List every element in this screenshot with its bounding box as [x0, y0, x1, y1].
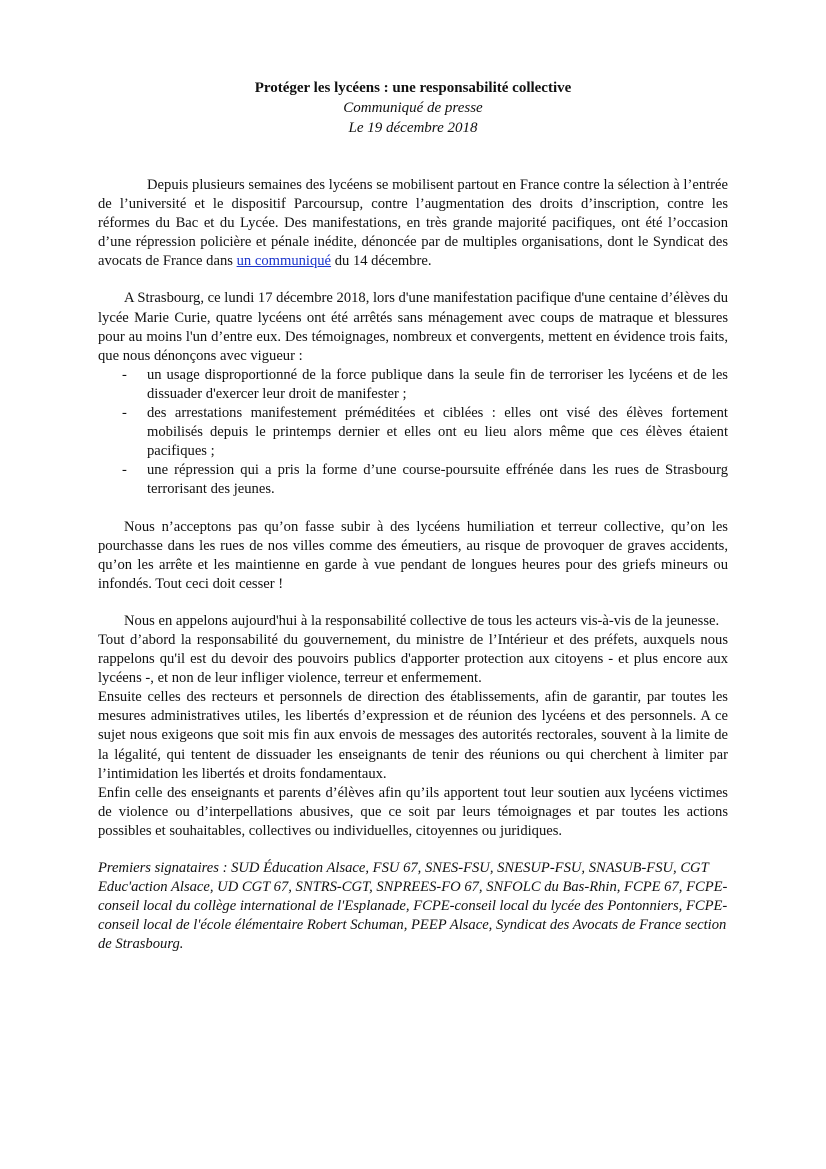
- communique-link[interactable]: un communiqué: [236, 253, 332, 270]
- paragraph-intro-text: Depuis plusieurs semaines des lycéens se mobilisent partout en France contre la sélection à l’entrée de l’université et le dispositif Parcoursup, contre l’augmentation des droits d’inscription, contre les réformes du Bac et du Lycée. Des manifestations, en très grande majorité pacifiques, ont été l’occasion d’une répression policière et pénale inédite, dénoncée par de multiples organisations, dont le Syndicat des avocats de France dans: [98, 177, 728, 270]
- list-item-text: une répression qui a pris la forme d’une course-poursuite effrénée dans les rues de Strasbourg terrorisant des jeunes.: [147, 462, 728, 498]
- document-date: Le 19 décembre 2018: [348, 120, 478, 136]
- paragraph-government: Tout d’abord la responsabilité du gouvernement, du ministre de l’Intérieur et des préfets, auxquels nous rappelons qu'il est du devoir des pouvoirs publics d'apporter protection aux citoyens - et plus encore aux lycéens -, et non de leur infliger violence, terreur et enfermement.: [98, 631, 728, 687]
- signatories: Premiers signataires : SUD Éducation Alsace, FSU 67, SNES-FSU, SNESUP-FSU, SNASUB-FSU, CGT Educ'action Alsace, UD CGT 67, SNTRS-CGT, SNPREES-FO 67, SNFOLC du Bas-Rhin, FCPE 67, FCPE-conseil local du collège international de l'Esplanade, FCPE-conseil local du lycée des Pontonniers, FCPE-conseil local de l'école élémentaire Robert Schuman, PEEP Alsace, Syndicat des Avocats de France section de Strasbourg.: [98, 860, 728, 953]
- list-item: [98, 461, 728, 499]
- paragraph-appeal: Nous en appelons aujourd'hui à la responsabilité collective de tous les acteurs vis-à-vis de la jeunesse.: [124, 612, 720, 629]
- list-marker: -: [122, 405, 127, 422]
- document-header: [98, 78, 728, 138]
- paragraph-intro: [98, 176, 728, 271]
- paragraph-rectors: Ensuite celles des recteurs et personnels de direction des établissements, afin de garantir, par toutes les mesures administratives utiles, les libertés d’expression et de réunion des lycéens et des personnels. A ce sujet nous exigeons que soit mis fin aux envois de messages des autorités rectorales, souvent à la limite de la légalité, qui tentent de dissuader les enseignants de tenir des réunions ou qui cherchent à limiter par l’intimidation les libertés et droits fondamentaux.: [98, 689, 728, 782]
- paragraph-strasbourg: A Strasbourg, ce lundi 17 décembre 2018, lors d'une manifestation pacifique d'une centaine d’élèves du lycée Marie Curie, quatre lycéens ont été arrêtés sans ménagement avec coups de matraque et blessures pour au moins l'un d’entre eux. Des témoignages, nombreux et convergents, mettent en évidence trois faits, que nous dénonçons avec vigueur :: [98, 290, 728, 364]
- paragraph-intro-tail: du 14 décembre.: [331, 253, 432, 270]
- list-item-text: un usage disproportionné de la force publique dans la seule fin de terroriser les lycéens et de les dissuader d'exercer leur droit de manifester ;: [147, 366, 728, 402]
- facts-list: [98, 366, 728, 500]
- list-item-text: des arrestations manifestement préméditées et ciblées : elles ont visé des élèves fortement mobilisés depuis le printemps dernier et elles ont eu lieu alors même que ces élèves étaient pacifiques ;: [147, 405, 728, 460]
- document-subtitle: Communiqué de presse: [343, 100, 483, 116]
- list-marker: -: [122, 366, 127, 383]
- list-item: [98, 404, 728, 461]
- paragraph-refusal: Nous n’acceptons pas qu’on fasse subir à des lycéens humiliation et terreur collective, qu’on les pourchasse dans les rues de nos villes comme des émeutiers, au risque de provoquer de graves accidents, qu’on les arrête et les maintienne en garde à vue pendant de longues heures pour des griefs mineurs ou infondés. Tout ceci doit cesser !: [98, 518, 728, 592]
- paragraph-teachers-parents: Enfin celle des enseignants et parents d’élèves afin qu’ils apportent tout leur soutien aux lycéens victimes de violence ou d’interpellations abusives, que ce soit par leurs témoignages et par toutes les actions possibles et souhaitables, collectives ou individuelles, citoyennes ou juridiques.: [98, 784, 728, 839]
- document-page: [98, 78, 728, 954]
- list-marker: -: [122, 462, 127, 479]
- document-title: Protéger les lycéens : une responsabilité collective: [254, 80, 572, 96]
- list-item: [98, 366, 728, 404]
